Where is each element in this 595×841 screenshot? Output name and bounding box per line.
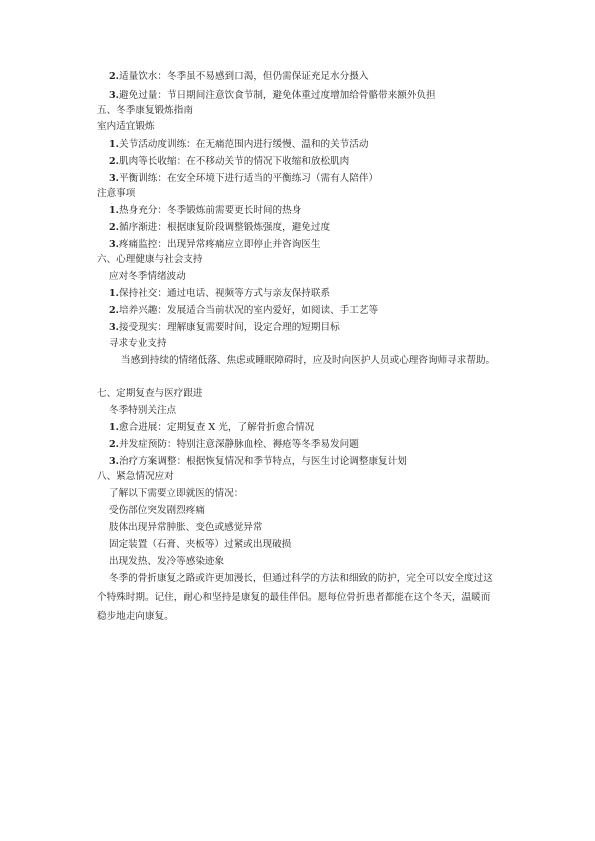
item-text: 并发症预防：特别注意深静脉血栓、褥疮等冬季易发问题 (119, 439, 359, 450)
item-number: 2. (109, 156, 120, 167)
item-text: 受伤部位突发剧烈疼痛 (109, 505, 205, 516)
list-item (109, 539, 291, 551)
list-item (109, 422, 314, 434)
list-item (109, 288, 330, 300)
item-number: 1. (109, 139, 120, 150)
list-item (109, 71, 368, 83)
list-item (109, 90, 436, 102)
item-number: 3. (109, 322, 120, 333)
item-text: 固定装置（石膏、夹板等）过紧或出现破损 (109, 539, 292, 550)
paragraph: 当感到持续的情绪低落、焦虑或睡眠障碍时，应及时向医护人员或心理咨询师寻求帮助。 (121, 355, 496, 366)
item-text: 肢体出现异常肿胀、变色或感觉异常 (109, 522, 263, 533)
item-number: 3. (109, 456, 120, 467)
subheading-text: 室内适宜锻炼 (97, 121, 155, 132)
subsection-heading (109, 405, 176, 417)
item-text: 避免过量：节日期间注意饮食节制，避免体重过度增加给骨骼带来额外负担 (119, 90, 436, 101)
item-text: 平衡训练：在安全环境下进行适当的平衡练习（需有人陪伴） (119, 173, 379, 184)
item-number: 2. (109, 222, 120, 233)
item-number: 3. (109, 90, 120, 101)
item-number: 1. (109, 205, 120, 216)
section-heading (97, 388, 203, 400)
item-number: 3. (109, 173, 120, 184)
subsection-heading (109, 271, 186, 283)
section-heading (97, 471, 174, 483)
item-text: 保持社交：通过电话、视频等方式与亲友保持联系 (119, 288, 331, 299)
list-item (109, 222, 330, 234)
item-text: 热身充分：冬季锻炼前需要更长时间的热身 (119, 205, 302, 216)
subheading-text: 应对冬季情绪波动 (109, 271, 186, 282)
item-text: 培养兴趣：发展适合当前状况的室内爱好，如阅读、手工艺等 (119, 305, 379, 316)
list-item (109, 305, 378, 317)
section-heading (97, 105, 193, 117)
list-item (109, 522, 263, 534)
heading-text: 六、心理健康与社会支持 (97, 254, 203, 265)
item-number: 1. (109, 288, 120, 299)
item-number: 1. (109, 422, 120, 433)
item-text: 治疗方案调整：根据恢复情况和季节特点，与医生讨论调整康复计划 (119, 456, 407, 467)
item-number: 2. (109, 305, 120, 316)
section-heading (97, 254, 203, 266)
subheading-text: 冬季特别关注点 (109, 405, 177, 416)
item-text: 肌肉等长收缩：在不移动关节的情况下收缩和放松肌肉 (119, 156, 350, 167)
list-item (109, 239, 320, 251)
item-text: 接受现实：理解康复需要时间，设定合理的短期目标 (119, 322, 340, 333)
list-item (109, 322, 340, 334)
subsection-heading (97, 121, 155, 133)
item-number: 3. (109, 239, 120, 250)
list-item (109, 456, 407, 468)
list-item (109, 205, 301, 217)
subheading-text: 注意事项 (97, 188, 136, 199)
subheading-text: 寻求专业支持 (109, 338, 167, 349)
item-text: 出现发热、发冷等感染迹象 (109, 556, 225, 567)
list-item (109, 156, 349, 168)
heading-text: 八、紧急情况应对 (97, 471, 174, 482)
item-text: 疼痛监控：出现异常疼痛应立即停止并咨询医生 (119, 239, 321, 250)
list-item (109, 556, 224, 568)
item-number: 2. (109, 71, 120, 82)
item-text: 愈合进展：定期复查 X 光，了解骨折愈合情况 (119, 422, 315, 433)
list-item (109, 439, 359, 451)
item-text: 适量饮水：冬季虽不易感到口渴，但仍需保证充足水分摄入 (119, 71, 369, 82)
list-item (109, 173, 378, 185)
list-item (109, 139, 368, 151)
item-text: 循序渐进：根据康复阶段调整锻炼强度，避免过度 (119, 222, 331, 233)
item-text: 关节活动度训练：在无痛范围内进行缓慢、温和的关节活动 (119, 139, 369, 150)
list-item (109, 505, 205, 517)
subheading-text: 了解以下需要立即就医的情况： (109, 488, 244, 499)
subsection-heading (109, 338, 167, 350)
closing-paragraph: 冬季的骨折康复之路或许更加漫长，但通过科学的方法和细致的防护，完全可以安全度过这个特殊时期。记住，耐心和坚持是康复的最佳伴侣。愿每位骨折患者都能在这个冬天，温暖而稳步地走向康复。 (97, 573, 493, 622)
subsection-heading (109, 488, 243, 500)
subsection-heading (97, 188, 135, 200)
item-number: 2. (109, 439, 120, 450)
heading-text: 七、定期复查与医疗跟进 (97, 388, 203, 399)
heading-text: 五、冬季康复锻炼指南 (97, 105, 193, 116)
